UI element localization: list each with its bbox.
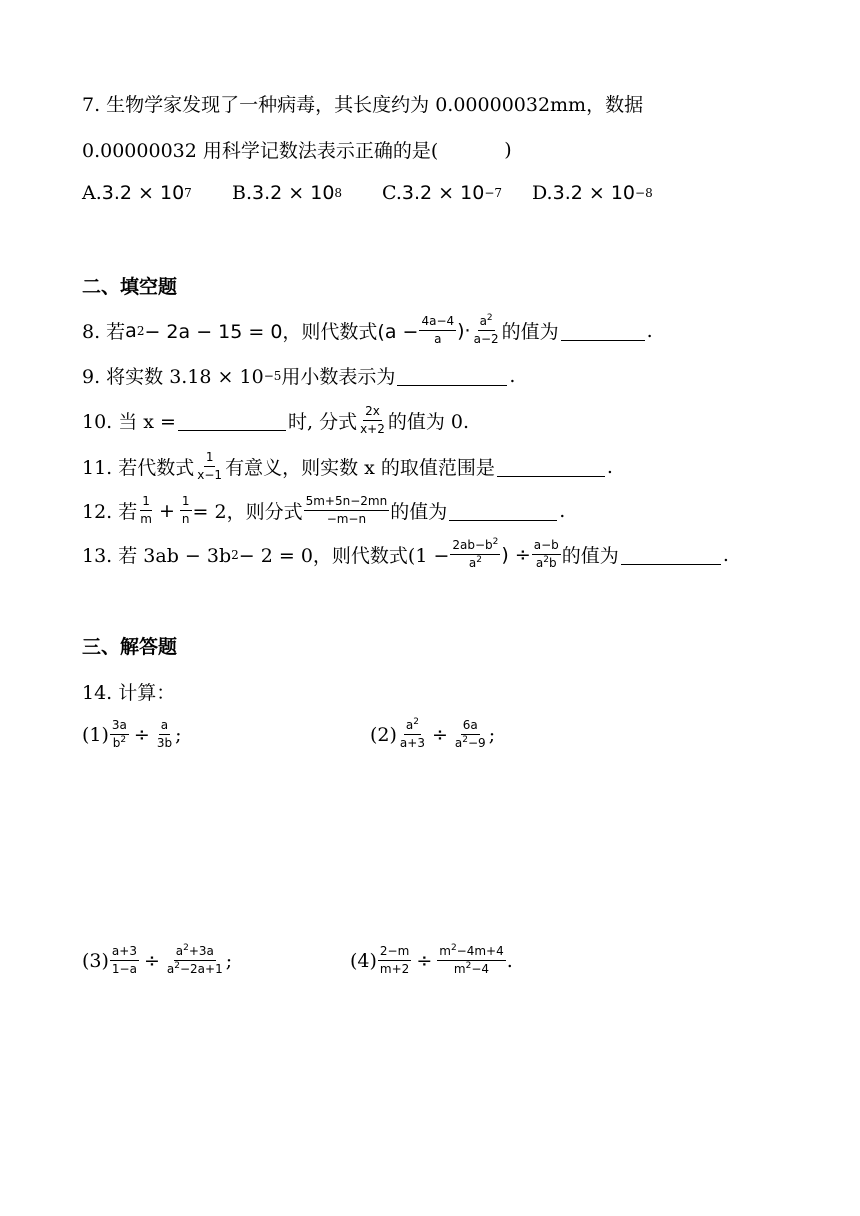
- q9-suffix: 用小数表示为: [281, 366, 396, 388]
- option-c[interactable]: C. 3.2 × 10 −7: [382, 182, 503, 204]
- q8-f2-numerator: [478, 314, 495, 331]
- q13-f1-num-exp: 2: [492, 537, 499, 547]
- option-a[interactable]: A. 3.2 × 10 7: [82, 182, 192, 204]
- question-7-options: [82, 182, 653, 204]
- q13-prefix: 13. 若 3ab − 3b: [82, 545, 232, 567]
- option-c-base: 3.2 × 10: [401, 182, 485, 204]
- question-9: 9. 将实数 3.18 × 10 −5 用小数表示为 .: [82, 362, 515, 389]
- q14-p1-label: (1): [82, 723, 109, 746]
- q8-f2-num-base: a: [479, 314, 487, 328]
- q14-p4-fraction-2: [437, 944, 506, 977]
- q14-p1-f2-numerator: a: [159, 718, 170, 735]
- q14-p3-f2-num-base: a: [175, 944, 184, 958]
- q12-f3-denominator: −m−n: [326, 512, 367, 526]
- q8-prefix: 8. 若: [82, 321, 126, 343]
- question-13: 13. 若 3ab − 3b 2 − 2 = 0，则代数式(1 − $\frac{2ab-b^2}{a^2}$ ) ÷ $\frac{a-b}{a^2b}$ 的值为 .: [82, 537, 729, 570]
- q14-part-2: [370, 718, 495, 751]
- q8-fraction-2: [472, 314, 501, 347]
- q11-f-denominator: x−1: [197, 468, 223, 482]
- question-11: [82, 450, 613, 483]
- q14-p4-label: (4): [350, 949, 377, 972]
- q8-f1-denominator: a: [434, 332, 442, 346]
- q8-eq-rest: − 2a − 15 = 0，则代数式(a −: [144, 321, 419, 343]
- q14-p2-end: ;: [488, 723, 496, 746]
- q12-f2-denominator: n: [181, 512, 190, 526]
- q14-p4-f2-den-exp: 2: [465, 961, 472, 971]
- option-c-label: C.: [382, 182, 402, 204]
- q8-end: .: [646, 319, 653, 342]
- option-a-label: A.: [82, 182, 102, 204]
- q14-p4-f2-numerator: [437, 944, 506, 961]
- q14-part-1: [82, 718, 182, 751]
- q8-fraction-1: [419, 314, 456, 347]
- question-12: [82, 494, 565, 527]
- q13-f2-numerator: a−b: [532, 538, 561, 555]
- q12-mid: = 2，则分式: [192, 501, 303, 523]
- q14-p3-f2-den-tail: −2a+1: [179, 962, 223, 976]
- q14-p4-f1-denominator: m+2: [379, 962, 410, 976]
- q11-fraction: [195, 450, 224, 483]
- q10-f-denominator: x+2: [360, 422, 385, 436]
- q12-f1-denominator: m: [140, 512, 152, 526]
- q12-end: .: [559, 499, 566, 522]
- q14-p3-fraction-1: [110, 944, 139, 977]
- question-14-title: [82, 678, 175, 705]
- q12-f2-numerator: 1: [180, 494, 192, 511]
- q14-p2-label: (2): [370, 723, 397, 746]
- q10-prefix: 10. 当 x =: [82, 411, 176, 433]
- q12-fraction-1: [138, 494, 154, 527]
- q14-p3-fraction-2: [165, 944, 225, 977]
- q14-part-3: [82, 944, 232, 977]
- q12-suffix: 的值为: [390, 501, 448, 523]
- q13-answer-blank[interactable]: [621, 544, 721, 565]
- q14-p4-end: .: [506, 949, 513, 972]
- q13-mid: − 2 = 0，则代数式(1 −: [238, 545, 450, 567]
- section-3-heading: [82, 632, 177, 659]
- q14-p3-f2-den-exp: 2: [174, 961, 180, 971]
- q14-p2-f2-den-base: a: [454, 736, 463, 750]
- q10-mid: 时, 分式: [287, 411, 358, 433]
- q13-f1-den-exp: 2: [476, 555, 482, 565]
- q14-p1-f1-numerator: 3a: [110, 718, 129, 735]
- q13-div: ) ÷: [501, 543, 531, 566]
- q13-fraction-2: [532, 538, 561, 571]
- q9-prefix: 9. 将实数 3.18 × 10: [82, 366, 264, 388]
- q14-p3-f1-numerator: a+3: [110, 944, 139, 961]
- q13-suffix: 的值为: [561, 545, 619, 567]
- q14-p2-op: ÷: [431, 723, 448, 746]
- option-b-base: 3.2 × 10: [252, 182, 335, 204]
- q14-p4-f2-num-base: m: [439, 944, 451, 958]
- q12-fraction-2: [180, 494, 192, 527]
- q10-answer-blank[interactable]: [178, 410, 286, 431]
- q14-p3-f2-num-exp: 2: [183, 943, 189, 953]
- q12-f1-numerator: 1: [140, 494, 152, 511]
- q8-mid: )·: [457, 319, 471, 342]
- q14-p1-f1-den-exp: 2: [120, 735, 127, 745]
- q14-p3-f2-num-tail: +3a: [188, 944, 214, 958]
- q8-f2-denominator: a−2: [473, 332, 499, 346]
- question-8: 8. 若 a 2 − 2a − 15 = 0，则代数式(a − $\frac{4a-4}{a}$ )· $\frac{a^2}{a-2}$ 的值为 .: [82, 313, 653, 346]
- option-a-base: 3.2 × 10: [101, 182, 185, 204]
- option-d-label: D.: [532, 182, 553, 204]
- q14-p1-end: ;: [175, 723, 182, 746]
- q14-p3-f1-denominator: 1−a: [111, 962, 137, 976]
- q14-p2-fraction-1: [398, 718, 427, 751]
- q13-f2-den-tail: b: [549, 556, 557, 570]
- q14-p2-f1-num-exp: 2: [413, 717, 419, 727]
- q9-end: .: [509, 364, 516, 387]
- q8-answer-blank[interactable]: [561, 320, 645, 341]
- option-b[interactable]: B. 3.2 × 10 8: [232, 182, 343, 204]
- q14-p3-end: ;: [225, 949, 233, 972]
- q14-p2-f2-numerator: 6a: [461, 718, 480, 735]
- q14-p4-f2-num-tail: −4m+4: [456, 944, 504, 958]
- q14-p1-f1-den-base: b: [112, 736, 121, 750]
- q10-f-numerator: 2x: [363, 404, 382, 421]
- q13-f1-num-base: 2ab−b: [452, 538, 493, 552]
- q14-p3-op: ÷: [143, 949, 160, 972]
- q13-end: .: [722, 543, 729, 566]
- q13-f1-denominator: [467, 555, 484, 571]
- q8-eq-a: a: [125, 319, 137, 342]
- q12-plus: +: [158, 499, 175, 522]
- q14-p2-f1-denominator: a+3: [399, 736, 425, 750]
- q12-fraction-3: [304, 494, 390, 527]
- q11-f-numerator: 1: [204, 450, 216, 467]
- q8-f1-numerator: 4a−4: [419, 314, 456, 331]
- question-7-line-1: [82, 90, 643, 117]
- q11-prefix: 11. 若代数式: [82, 457, 195, 479]
- q14-p2-f2-den-tail: −9: [467, 736, 486, 750]
- option-b-label: B.: [232, 182, 253, 204]
- q13-f2-den-base: a: [535, 556, 544, 570]
- question-7-text: 7. 生物学家发现了一种病毒，其长度约为 0.00000032mm，数据: [82, 94, 644, 116]
- q8-f2-num-exp: 2: [486, 313, 493, 323]
- q14-title-text: 14. 计算：: [82, 682, 176, 704]
- q11-end: .: [606, 455, 613, 478]
- q13-fraction-1: [450, 538, 500, 571]
- q14-p2-f2-denominator: [453, 735, 488, 751]
- q9-answer-blank[interactable]: [397, 365, 507, 386]
- option-d[interactable]: D. 3.2 × 10 −8: [532, 182, 653, 204]
- q14-p2-f1-numerator: [404, 718, 421, 735]
- q10-suffix: 的值为 0.: [387, 411, 470, 433]
- question-7-line-2: [82, 136, 512, 163]
- q14-p4-op: ÷: [416, 949, 433, 972]
- q12-prefix: 12. 若: [82, 501, 138, 523]
- q14-p4-f2-denominator: [452, 961, 491, 977]
- question-7-text-2: 0.00000032 用科学记数法表示正确的是(: [82, 140, 439, 162]
- q8-suffix: 的值为: [501, 321, 559, 343]
- question-10: [82, 404, 469, 437]
- q14-p3-f2-den-base: a: [166, 962, 175, 976]
- q14-p1-op: ÷: [133, 723, 150, 746]
- section-3-heading-text: 三、解答题: [82, 636, 178, 658]
- q14-p1-fraction-1: [110, 718, 129, 751]
- section-2-heading: [82, 272, 177, 299]
- q14-p1-fraction-2: [155, 718, 174, 751]
- q11-answer-blank[interactable]: [497, 456, 605, 477]
- q14-p3-f2-denominator: [165, 961, 225, 977]
- q13-f2-denominator: [534, 555, 559, 571]
- q14-p1-f1-denominator: [111, 735, 128, 751]
- q14-p4-f2-den-base: m: [453, 962, 466, 976]
- q13-f1-numerator: [450, 538, 500, 555]
- q14-p4-f2-num-exp: 2: [450, 943, 457, 953]
- q14-p3-f2-numerator: [174, 944, 216, 961]
- q14-p4-f1-numerator: 2−m: [378, 944, 411, 961]
- question-7-close-paren: ): [504, 138, 512, 161]
- section-2-heading-text: 二、填空题: [82, 276, 178, 298]
- q11-suffix: 有意义，则实数 x 的取值范围是: [225, 457, 495, 479]
- q14-p1-f2-denominator: 3b: [156, 736, 173, 750]
- q12-answer-blank[interactable]: [449, 500, 557, 521]
- q12-f3-numerator: 5m+5n−2mn: [304, 494, 390, 511]
- q13-f2-den-exp: 2: [543, 555, 550, 565]
- q14-p3-label: (3): [82, 949, 109, 972]
- q14-p4-f2-den-tail: −4: [471, 962, 490, 976]
- q14-p2-fraction-2: [453, 718, 488, 751]
- q14-p2-f2-den-exp: 2: [462, 735, 468, 745]
- q14-p4-fraction-1: [378, 944, 411, 977]
- q13-f1-den-base: a: [468, 556, 477, 570]
- option-d-base: 3.2 × 10: [552, 182, 636, 204]
- q14-part-4: [350, 944, 513, 977]
- q14-p2-f1-num-base: a: [405, 718, 414, 732]
- q10-fraction: [358, 404, 387, 437]
